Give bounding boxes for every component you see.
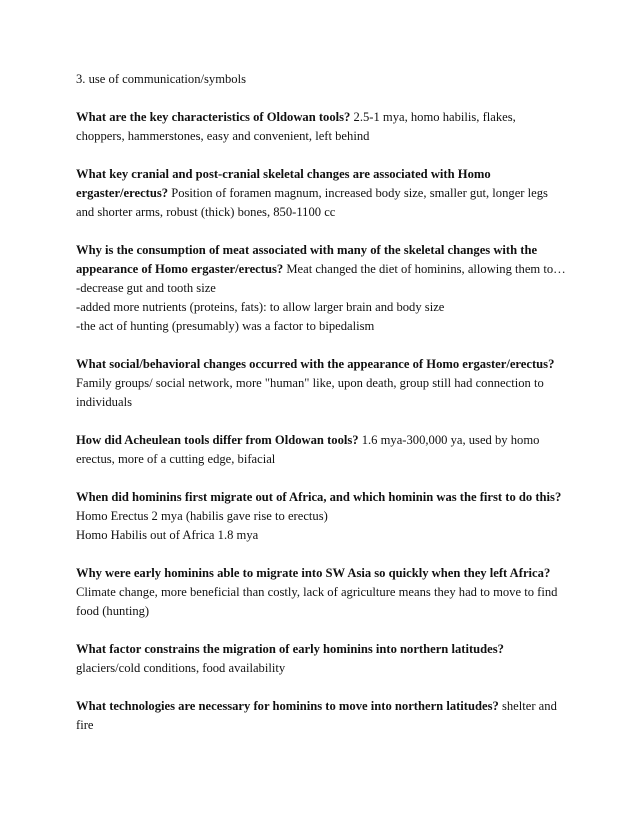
document-page — [76, 70, 566, 754]
answer-text: 2.5-1 mya, homo habilis, flakes, choppers, hammerstones, easy and convenient, left behind — [76, 110, 516, 143]
question-text: Why were early hominins able to migrate into SW Asia so quickly when they left Africa? — [76, 566, 551, 580]
question-text: How did Acheulean tools differ from Oldowan tools? — [76, 433, 359, 447]
qa-item-1 — [76, 108, 566, 146]
question-text: What factor constrains the migration of early hominins into northern latitudes? — [76, 642, 504, 656]
answer-text: 1.6 mya-300,000 ya, used by homo erectus, more of a cutting edge, bifacial — [76, 433, 540, 466]
qa-item-6 — [76, 488, 566, 545]
question-text: What technologies are necessary for hominins to move into northern latitudes? — [76, 699, 499, 713]
answer-line: Homo Erectus 2 mya (habilis gave rise to erectus) — [76, 509, 328, 523]
intro-line: 3. use of communication/symbols — [76, 72, 246, 86]
qa-item-5 — [76, 431, 566, 469]
question-text: When did hominins first migrate out of Africa, and which hominin was the first to do this? — [76, 490, 562, 504]
qa-item-9 — [76, 697, 566, 735]
qa-item-3 — [76, 241, 566, 336]
qa-item-8 — [76, 640, 566, 678]
qa-item-4 — [76, 355, 566, 412]
answer-line: -decrease gut and tooth size — [76, 281, 216, 295]
answer-text: Position of foramen magnum, increased body size, smaller gut, longer legs and shorter arms, robust (thick) bones, 850-1100 cc — [76, 186, 548, 219]
answer-text: Meat changed the diet of hominins, allowing them to… — [286, 262, 566, 276]
answer-line: glaciers/cold conditions, food availability — [76, 661, 286, 675]
qa-item-7 — [76, 564, 566, 621]
question-text: What are the key characteristics of Oldowan tools? — [76, 110, 351, 124]
answer-text: shelter and fire — [76, 699, 557, 732]
answer-line: -added more nutrients (proteins, fats): to allow larger brain and body size — [76, 300, 445, 314]
answer-line: Climate change, more beneficial than costly, lack of agriculture means they had to move to find food (hunting) — [76, 585, 558, 618]
question-text: Why is the consumption of meat associated with many of the skeletal changes with the appearance of Homo ergaster/erectus? — [76, 243, 538, 276]
qa-item-2 — [76, 165, 566, 222]
answer-line: -the act of hunting (presumably) was a factor to bipedalism — [76, 319, 375, 333]
answer-line: Homo Habilis out of Africa 1.8 mya — [76, 528, 259, 542]
question-text: What social/behavioral changes occurred with the appearance of Homo ergaster/erectus? — [76, 357, 555, 371]
answer-text: Family groups/ social network, more "human" like, upon death, group still had connection to individuals — [76, 376, 544, 409]
question-text: What key cranial and post-cranial skeletal changes are associated with Homo ergaster/erectus? — [76, 167, 491, 200]
